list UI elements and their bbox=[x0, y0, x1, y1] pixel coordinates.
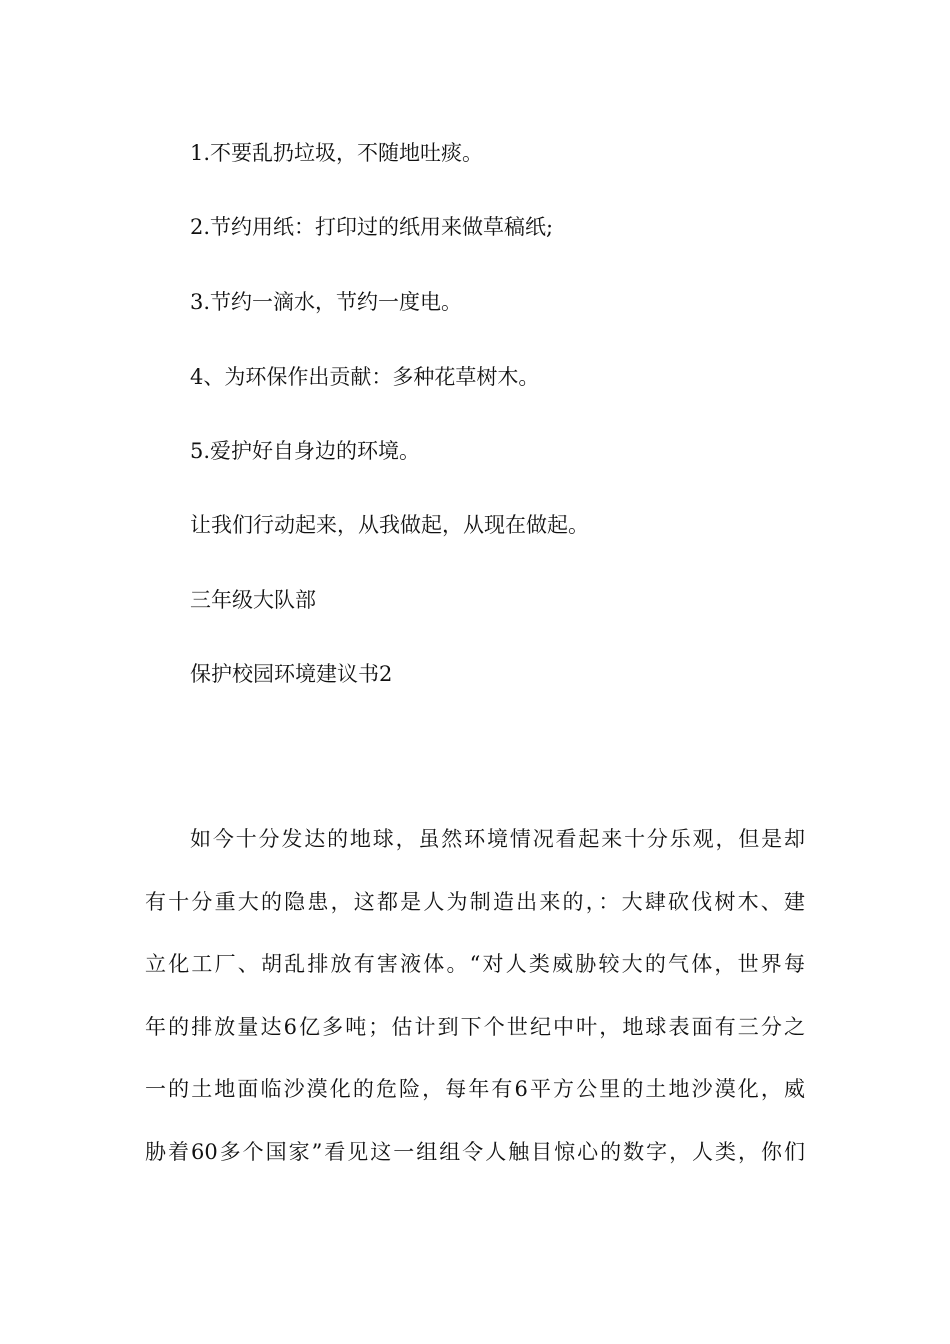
body-paragraph bbox=[145, 808, 805, 1183]
paragraph-line-1: 如今十分发达的地球，虽然环境情况看起来十分乐观，但是却 bbox=[190, 827, 805, 851]
suggestion-item-3: 3.节约一滴水，节约一度电。 bbox=[190, 290, 463, 314]
suggestion-item-4: 4、为环保作出贡献：多种花草树木。 bbox=[190, 365, 540, 389]
signature: 三年级大队部 bbox=[190, 588, 316, 612]
call-to-action: 让我们行动起来，从我做起，从现在做起。 bbox=[190, 513, 589, 537]
suggestion-item-5: 5.爱护好自身边的环境。 bbox=[190, 439, 421, 463]
paragraph-line-5: 一的土地面临沙漠化的危险，每年有6平方公里的土地沙漠化，威 bbox=[145, 1077, 805, 1101]
section-title: 保护校园环境建议书2 bbox=[190, 662, 393, 686]
paragraph-line-2: 有十分重大的隐患，这都是人为制造出来的，：大肆砍伐树木、建 bbox=[145, 889, 805, 914]
suggestion-item-1: 1.不要乱扔垃圾，不随地吐痰。 bbox=[190, 141, 484, 165]
paragraph-line-3: 立化工厂、胡乱排放有害液体。“对人类威胁较大的气体，世界每 bbox=[145, 952, 805, 976]
suggestion-item-2: 2.节约用纸：打印过的纸用来做草稿纸; bbox=[190, 215, 554, 239]
paragraph-line-4: 年的排放量达6亿多吨；估计到下个世纪中叶，地球表面有三分之 bbox=[145, 1014, 805, 1039]
paragraph-line-6: 胁着60多个国家”看见这一组组令人触目惊心的数字，人类，你们 bbox=[145, 1139, 805, 1164]
